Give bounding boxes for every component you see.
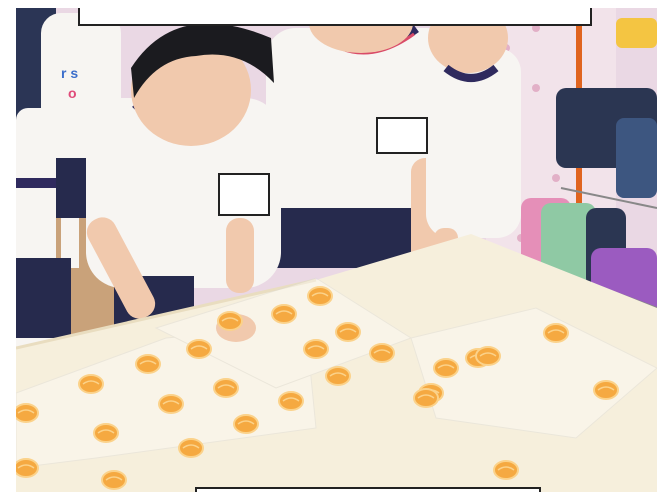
tangerine-segment	[476, 347, 500, 365]
tangerine-segment	[159, 395, 183, 413]
tangerine-segment	[326, 367, 350, 385]
redaction-box-name-tag-middle	[376, 117, 428, 154]
tangerine-segment	[214, 379, 238, 397]
tangerine-segment	[304, 340, 328, 358]
tangerine-segment	[272, 305, 296, 323]
redaction-box-top	[78, 8, 592, 26]
tangerine-segment	[16, 404, 38, 422]
tangerine-segment	[308, 287, 332, 305]
scene-svg	[16, 8, 657, 492]
tangerine-segment	[136, 355, 160, 373]
tangerine-segment	[594, 381, 618, 399]
tangerine-segment	[370, 344, 394, 362]
tangerine-segment	[234, 415, 258, 433]
redaction-box-name-tag-front	[218, 173, 270, 216]
tangerine-segment	[187, 340, 211, 358]
tangerine-segment	[279, 392, 303, 410]
tangerine-segment	[16, 459, 38, 477]
tangerine-segment	[544, 324, 568, 342]
tangerine-segment	[414, 389, 438, 407]
redaction-box-bottom	[195, 487, 541, 492]
tangerine-segment	[434, 359, 458, 377]
tangerine-segment	[218, 312, 242, 330]
classroom-photo	[16, 8, 657, 492]
tangerine-segment	[79, 375, 103, 393]
svg-text:o: o	[68, 85, 77, 101]
tangerine-segment	[179, 439, 203, 457]
tangerine-segment	[494, 461, 518, 479]
svg-text:r s: r s	[61, 65, 79, 81]
right-child	[426, 8, 521, 253]
tangerine-segment	[336, 323, 360, 341]
tangerine-segment	[102, 471, 126, 489]
tangerine-segment	[94, 424, 118, 442]
